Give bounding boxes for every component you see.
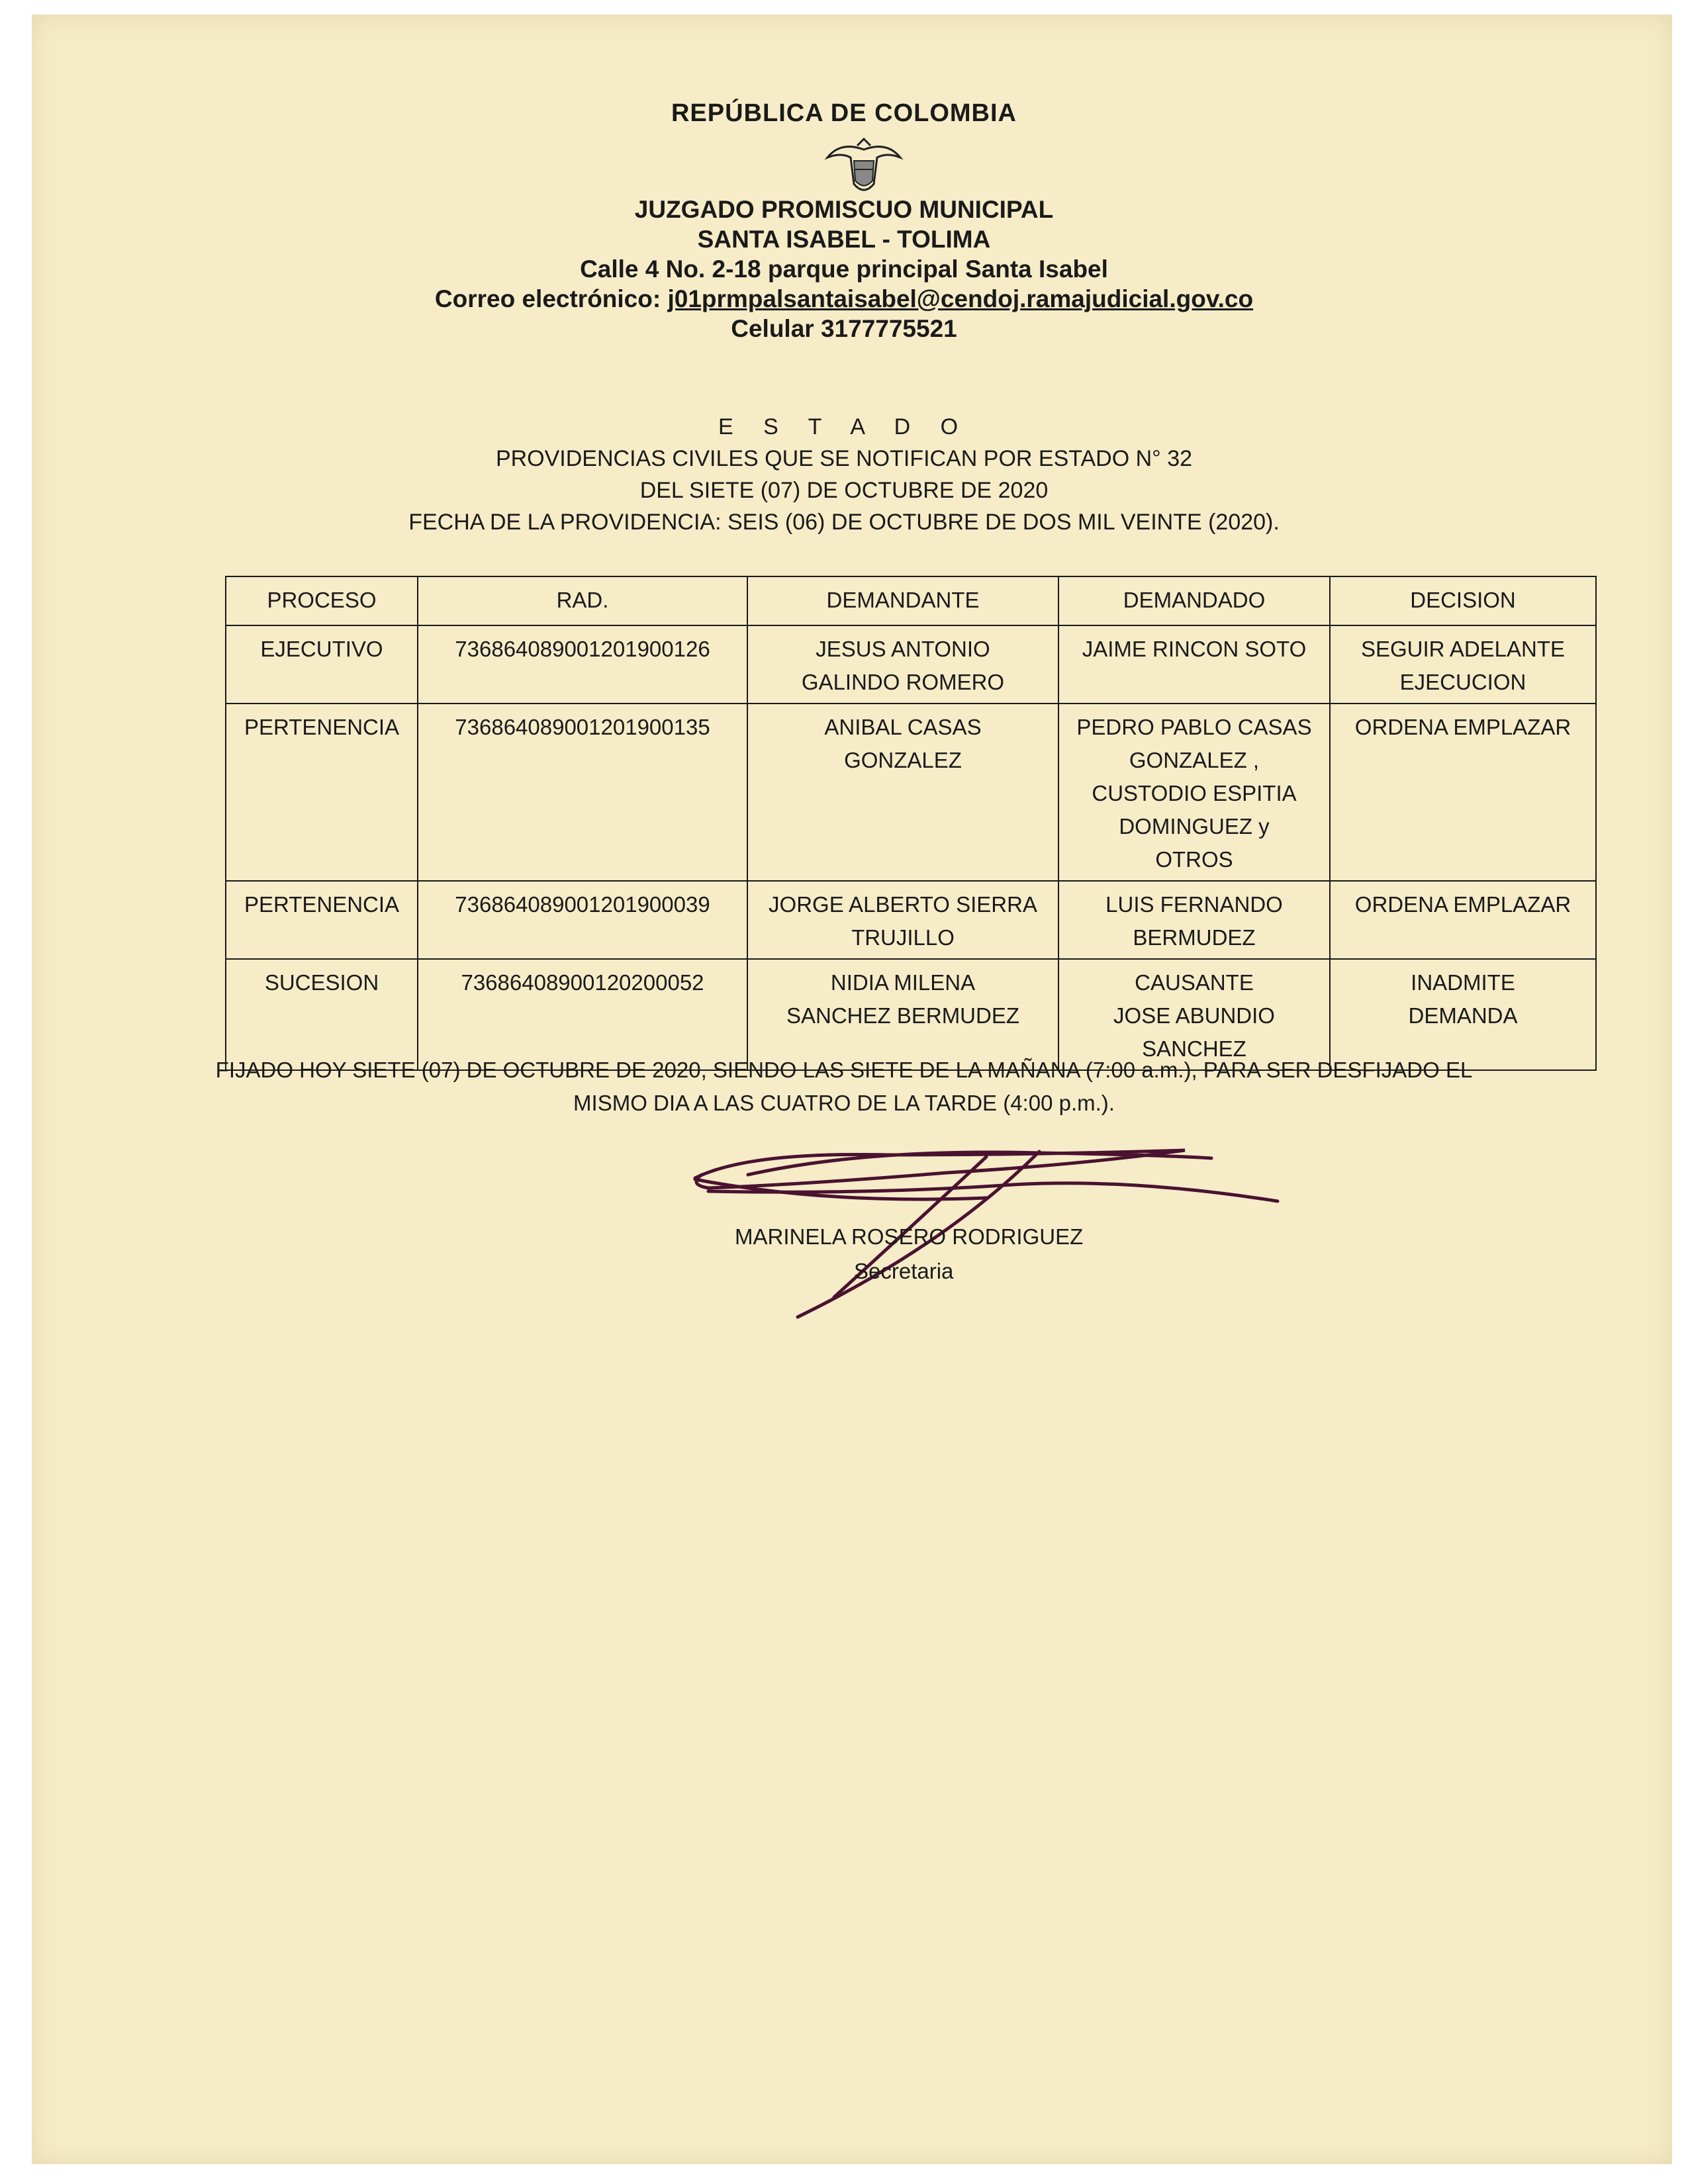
court-city: SANTA ISABEL - TOLIMA — [697, 226, 991, 253]
cell-text: ORDENA EMPLAZAR — [1354, 892, 1571, 917]
estado-title: E S T A D O — [718, 414, 970, 439]
col-header-demandante: DEMANDANTE — [747, 576, 1058, 625]
cell-text: NIDIA MILENA — [830, 970, 976, 995]
cell-decision — [1330, 704, 1596, 881]
cell-text: GONZALEZ , — [1129, 748, 1260, 772]
table-header-row — [226, 576, 1596, 625]
cell-text: EJECUCION — [1399, 670, 1526, 694]
cell-text: SANCHEZ BERMUDEZ — [786, 1003, 1020, 1028]
col-header-rad: RAD. — [418, 576, 747, 625]
cell-text: PERTENENCIA — [244, 892, 400, 917]
cell-text: BERMUDEZ — [1133, 925, 1256, 950]
cell-text: SANCHEZ — [1142, 1036, 1246, 1061]
cell-text: ORDENA EMPLAZAR — [1354, 715, 1571, 739]
col-header-demandado: DEMANDADO — [1058, 576, 1330, 625]
cell-proceso — [226, 704, 418, 881]
cell-text: 736864089001201900135 — [455, 715, 710, 739]
cell-text: 736864089001201900039 — [455, 892, 710, 917]
cell-text: PERTENENCIA — [244, 715, 400, 739]
col-header-decision: DECISION — [1330, 576, 1596, 625]
cell-text: TRUJILLO — [851, 925, 955, 950]
signer-name: MARINELA ROSERO RODRIGUEZ — [735, 1224, 1084, 1249]
cell-proceso — [226, 959, 418, 1070]
cell-demandado — [1058, 704, 1330, 881]
cell-demandante — [747, 959, 1058, 1070]
table-row — [226, 959, 1596, 1070]
cell-text: GONZALEZ — [844, 748, 962, 772]
cell-text: EJECUTIVO — [260, 637, 383, 661]
signer-role: Secretaria — [854, 1259, 954, 1283]
table-row — [226, 625, 1596, 704]
cell-text: DEMANDA — [1408, 1003, 1518, 1028]
cell-demandado — [1058, 625, 1330, 704]
estado-date: DEL SIETE (07) DE OCTUBRE DE 2020 — [639, 478, 1049, 503]
cell-text: PEDRO PABLO CASAS — [1076, 715, 1312, 739]
cell-decision — [1330, 959, 1596, 1070]
cell-text: SEGUIR ADELANTE — [1360, 637, 1566, 661]
cell-text: SUCESION — [264, 970, 379, 995]
cell-text: CUSTODIO ESPITIA — [1092, 781, 1297, 805]
cell-text: INADMITE — [1411, 970, 1515, 995]
posted-notice-line1: FIJADO HOY SIETE (07) DE OCTUBRE DE 2020, SIENDO LAS SIETE DE LA MAÑANA (7:00 a.m.), PARA SER DESFIJADO EL — [215, 1058, 1473, 1082]
country-heading: REPÚBLICA DE COLOMBIA — [671, 99, 1017, 127]
table-row — [226, 704, 1596, 881]
cell-text: GALINDO ROMERO — [801, 670, 1005, 694]
cell-demandante — [747, 625, 1058, 704]
cell-proceso — [226, 881, 418, 959]
estado-number: PROVIDENCIAS CIVILES QUE SE NOTIFICAN POR ESTADO N° 32 — [495, 446, 1193, 471]
email-link[interactable]: j01prmpalsantaisabel@cendoj.ramajudicial.gov.co — [667, 285, 1254, 312]
cell-rad — [418, 704, 747, 881]
cell-decision — [1330, 625, 1596, 704]
court-email-line — [0, 285, 1688, 313]
cell-text: DOMINGUEZ y — [1119, 814, 1270, 839]
providence-date: FECHA DE LA PROVIDENCIA: SEIS (06) DE OCTUBRE DE DOS MIL VEINTE (2020). — [408, 510, 1280, 535]
table-row — [226, 881, 1596, 959]
court-name: JUZGADO PROMISCUO MUNICIPAL — [634, 196, 1054, 223]
cell-demandado — [1058, 959, 1330, 1070]
providences-table — [225, 576, 1597, 1071]
col-header-proceso: PROCESO — [226, 576, 418, 625]
coat-of-arms-icon — [821, 138, 907, 197]
cell-proceso — [226, 625, 418, 704]
cell-demandado — [1058, 881, 1330, 959]
cell-text: JORGE ALBERTO SIERRA — [769, 892, 1037, 917]
cell-text: JAIME RINCON SOTO — [1082, 637, 1307, 661]
cell-text: OTROS — [1155, 847, 1233, 872]
cell-demandante — [747, 881, 1058, 959]
cell-rad — [418, 881, 747, 959]
cell-rad — [418, 959, 747, 1070]
cell-text: CAUSANTE — [1135, 970, 1254, 995]
cell-decision — [1330, 881, 1596, 959]
email-label: Correo electrónico: — [434, 285, 661, 312]
cell-rad — [418, 625, 747, 704]
cell-text: JOSE ABUNDIO — [1113, 1003, 1275, 1028]
cell-text: ANIBAL CASAS — [824, 715, 982, 739]
cell-text: LUIS FERNANDO — [1105, 892, 1283, 917]
posted-notice-line2: MISMO DIA A LAS CUATRO DE LA TARDE (4:00 p.m.). — [573, 1091, 1115, 1115]
cell-text: 736864089001201900126 — [455, 637, 710, 661]
cell-text: JESUS ANTONIO — [816, 637, 990, 661]
cell-text: 73686408900120200052 — [461, 970, 704, 995]
cell-demandante — [747, 704, 1058, 881]
court-address: Calle 4 No. 2-18 parque principal Santa Isabel — [580, 255, 1108, 283]
court-phone: Celular 3177775521 — [731, 315, 957, 342]
